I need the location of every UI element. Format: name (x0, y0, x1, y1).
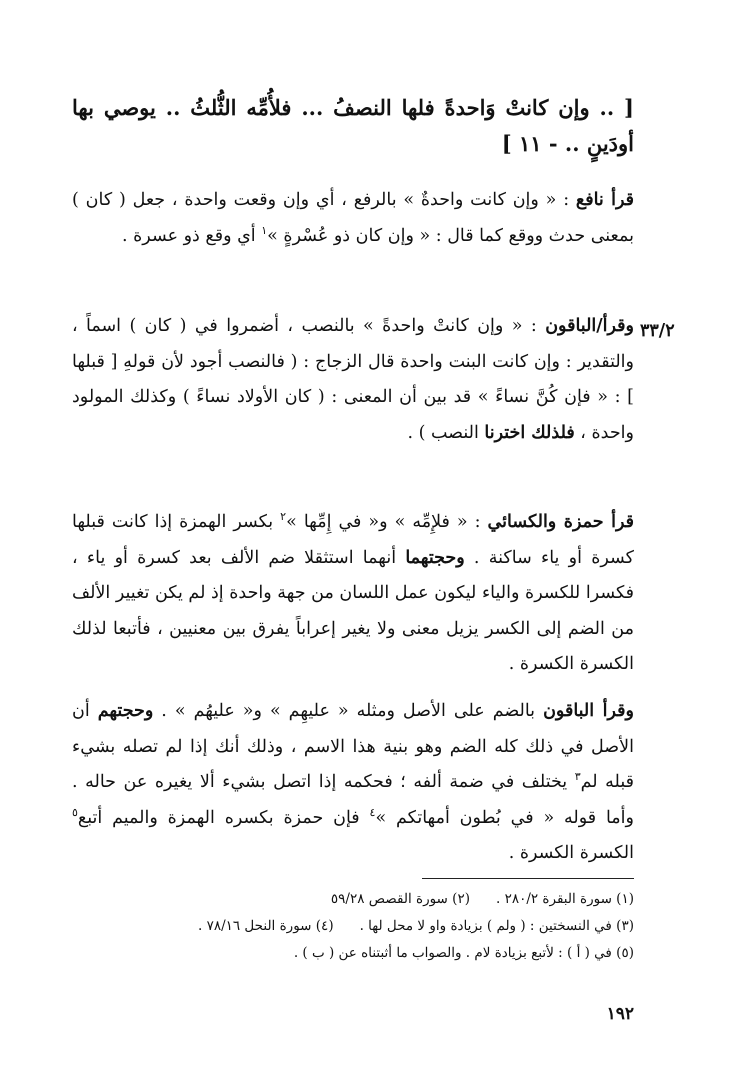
reader-name: وقرأ الباقون (543, 701, 634, 721)
paragraph-text: الكسرة الكسرة . (508, 843, 634, 863)
paragraph-text: بالضم على الأصل ومثله « عليهِم » و« عليهُم » . (153, 701, 544, 721)
paragraph-text: أنهما استثقلا ضم الألف بعد كسرة أو ياء ، فكسرا للكسرة والياء ليكون عمل اللسان من جهة واحدة إذ لم يكن تغيير الألف من الضم إلى الكسر يزيل معنى ولا يغير إعراباً يفرق بين معنيين ، فأتبعا لذلك الكسرة الكسرة . (72, 547, 634, 674)
footnote-row (72, 940, 634, 967)
paragraph-text: فإن حمزة بكسره الهمزة والميم أتبع (77, 807, 370, 828)
page-number: ١٩٢ (606, 1004, 634, 1024)
footnote-divider (422, 878, 634, 879)
verse-text: [ .. وإن كانتْ وَاحدةً فلها النصفُ ... فلأُمِّه الثُّلثُ .. يوصي بها أودَينٍ .. - ١١ ] (72, 95, 634, 156)
footnote-1: (١) سورة البقرة ٢٨٠/٢ . (495, 891, 634, 907)
argument-label: وحجتهم (97, 701, 154, 721)
reader-name: وقرأ/الباقون (545, 316, 634, 336)
paragraph-text: : « فلإِمِّه » و« في إِمِّها » (286, 512, 488, 532)
paragraph-text: أي وقع ذو عسرة . (122, 225, 262, 246)
reader-name: قرأ حمزة والكسائي (487, 512, 634, 532)
paragraph-nafi-reading (72, 183, 634, 254)
paragraph-others-damma-reading (72, 694, 634, 872)
paragraph-text: : « وإن كانتْ واحدةً » بالنصب ، أضمروا في ( كان ) اسماً ، والتقدير : وإن كانت البنت واحدة قال الزجاج : ( فالنصب أجود لأن قولهِ [ قبلها ] : « فإن كُنَّ نساءً » قد بين أن المعنى : ( كان الأولاد نساءً ) وكذلك المولود واحدة ، (72, 316, 634, 443)
footnote-ref-1[interactable]: ١ (261, 223, 268, 237)
footnote-2: (٢) سورة القصص ٥٩/٢٨ (330, 891, 470, 907)
paragraph-text: يختلف في ضمة ألفه ؛ فحكمه إذا اتصل بشيء ألا يغيره عن حاله . وأما قوله « في بُطون أمهاتكم » (72, 772, 634, 828)
footnote-4: (٤) سورة النحل ٧٨/١٦ . (197, 918, 334, 934)
footnotes-section (72, 886, 634, 967)
emphasis-text: فلذلك اخترنا (484, 422, 575, 443)
quran-verse-heading (72, 90, 634, 162)
footnote-ref-3[interactable]: ٣ (574, 770, 581, 784)
paragraph-text: : « وإن كانت واحدةٌ » بالرفع ، أي وإن وقعت واحدة ، جعل ( كان ) بمعنى حدث ووقع كما قال : « وإن كان ذو عُسْرةٍ » (72, 190, 634, 246)
reader-name: قرأ نافع (575, 190, 635, 210)
argument-label: وحجتهما (405, 547, 465, 568)
footnote-ref-2[interactable]: ٢ (280, 510, 287, 524)
margin-folio-reference: ٣٣/٢ (640, 321, 675, 341)
footnote-row (72, 913, 634, 940)
paragraph-text: النصب ) . (407, 422, 485, 443)
footnote-ref-5[interactable]: ٥ (72, 805, 78, 819)
paragraph-others-reading (72, 309, 634, 451)
paragraph-hamza-kisai-reading (72, 505, 634, 683)
footnote-ref-4[interactable]: ٤ (369, 805, 376, 819)
paragraph-text: بكسر الهمزة إذا كانت قبلها كسرة أو ياء ساكنة . (72, 512, 634, 568)
paragraph-text: أن الأصل في ذلك كله الضم وهو بنية هذا الاسم ، وذلك أنك إذا لم تصله بشيء قبله لم (72, 701, 634, 792)
footnote-row (72, 886, 634, 913)
footnote-5: (٥) في ( أ ) : لأتبع بزيادة لام . والصواب ما أثبتناه عن ( ب ) . (293, 945, 634, 961)
footnote-3: (٣) في النسختين : ( ولم ) بزيادة واو لا محل لها . (359, 918, 634, 934)
